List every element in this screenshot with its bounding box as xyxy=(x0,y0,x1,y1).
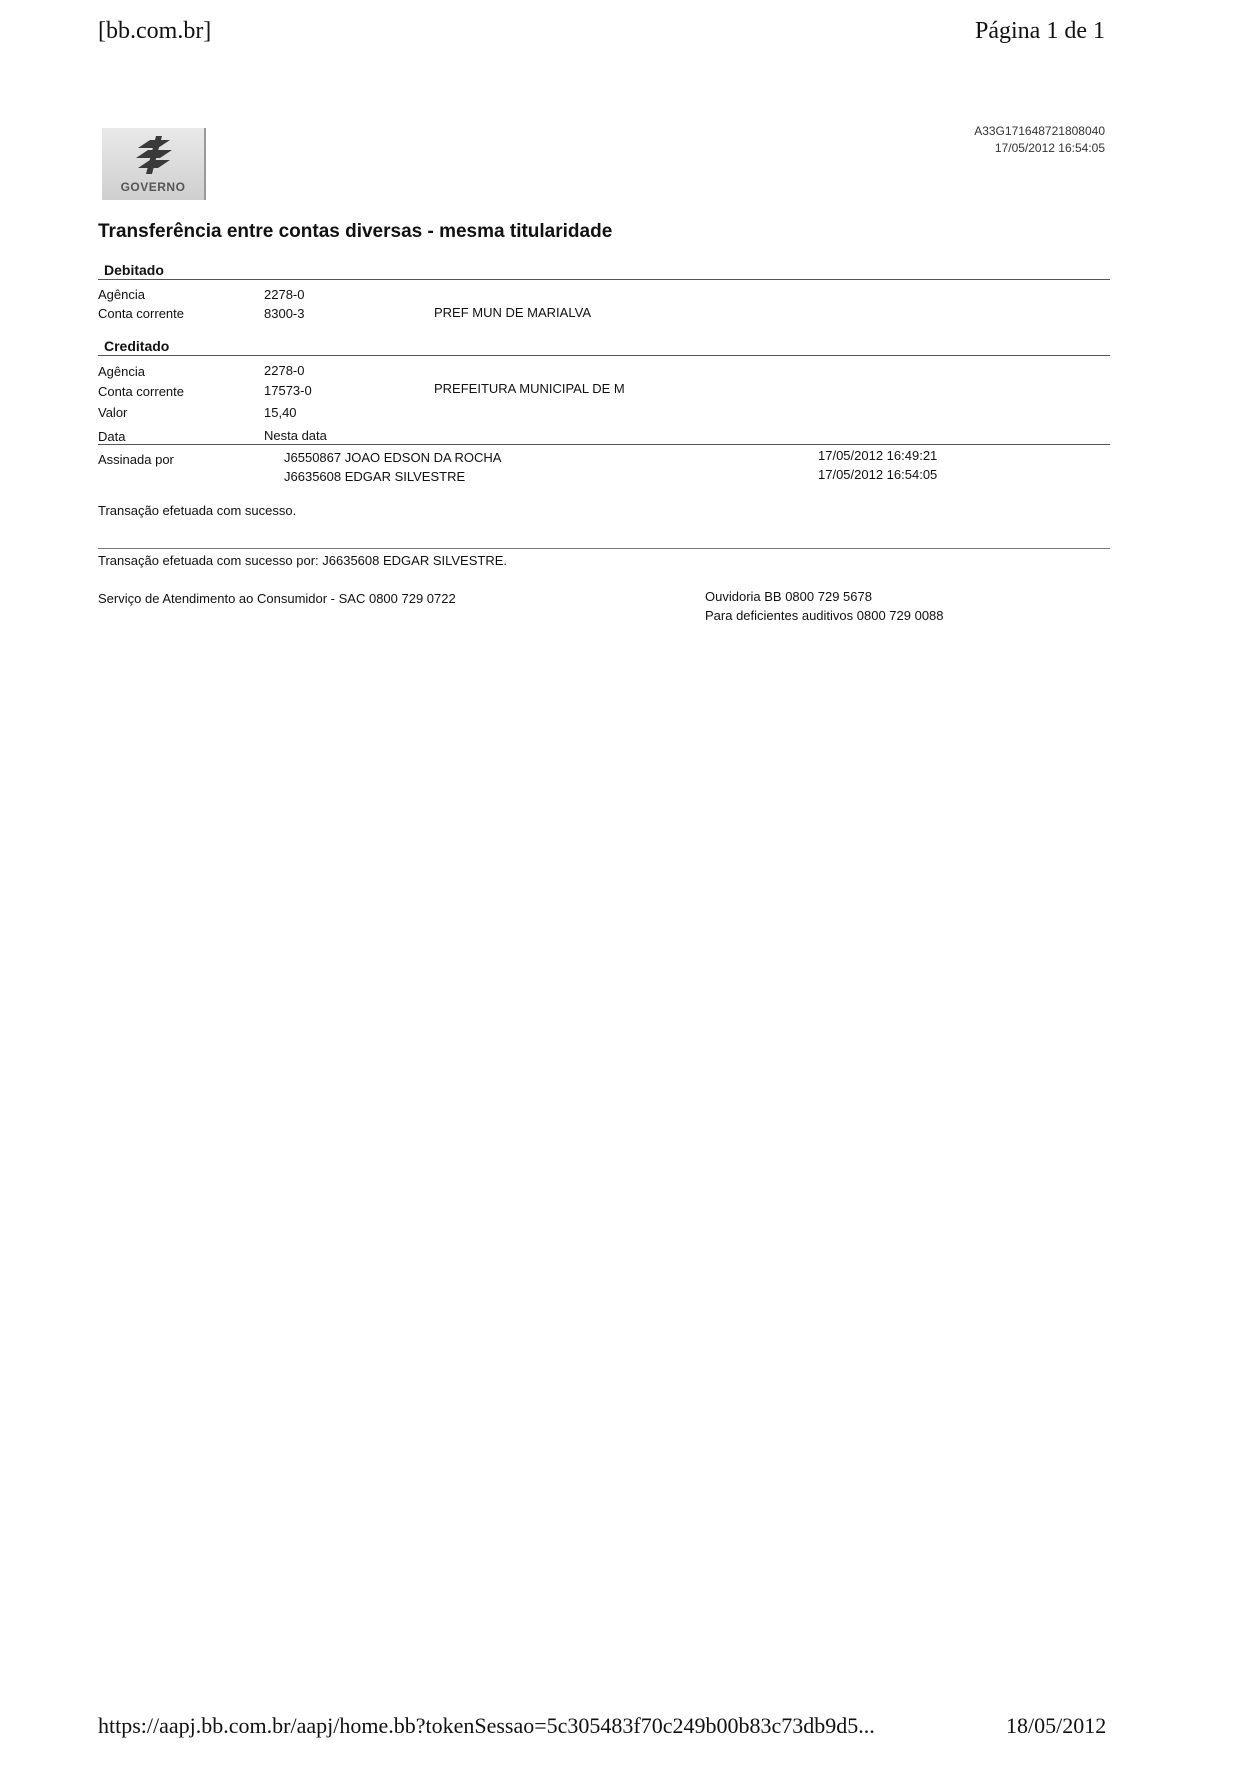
debitado-agencia-label: Agência xyxy=(98,287,145,302)
creditado-agencia-value: 2278-0 xyxy=(264,363,305,378)
signer-name: J6550867 JOAO EDSON DA ROCHA xyxy=(284,450,502,465)
divider xyxy=(98,355,1110,356)
logo-word: GOVERNO xyxy=(120,180,186,194)
debitado-conta-value: 8300-3 xyxy=(264,306,305,321)
deficientes-contact: Para deficientes auditivos 0800 729 0088 xyxy=(705,608,944,623)
debitado-conta-label: Conta corrente xyxy=(98,306,184,321)
signer-datetime: 17/05/2012 16:54:05 xyxy=(818,467,938,482)
divider xyxy=(98,444,1110,445)
signer-name: J6635608 EDGAR SILVESTRE xyxy=(284,469,466,484)
data-label: Data xyxy=(98,429,126,444)
status-by: Transação efetuada com sucesso por: J6635608 EDGAR SILVESTRE. xyxy=(98,553,507,568)
sac-contact: Serviço de Atendimento ao Consumidor - SAC 0800 729 0722 xyxy=(98,591,456,606)
creditado-conta-value: 17573-0 xyxy=(264,383,312,398)
print-footer-url: https://aapj.bb.com.br/aapj/home.bb?tokenSessao=5c305483f70c249b00b83c73db9d5... xyxy=(98,1713,875,1738)
divider xyxy=(98,548,1110,549)
ouvidoria-contact: Ouvidoria BB 0800 729 5678 xyxy=(705,589,872,604)
creditado-agencia-label: Agência xyxy=(98,364,145,379)
signer-datetime: 17/05/2012 16:49:21 xyxy=(818,448,938,463)
divider xyxy=(98,279,1110,280)
debitado-agencia-value: 2278-0 xyxy=(264,287,305,302)
bb-logo-icon xyxy=(130,134,178,176)
bb-governo-logo xyxy=(102,128,206,200)
debitado-titular: PREF MUN DE MARIALVA xyxy=(434,305,591,320)
creditado-conta-label: Conta corrente xyxy=(98,384,184,399)
section-creditado: Creditado xyxy=(104,338,170,354)
creditado-titular: PREFEITURA MUNICIPAL DE M xyxy=(434,381,625,396)
section-debitado: Debitado xyxy=(104,262,164,278)
page-title: Transferência entre contas diversas - mesma titularidade xyxy=(98,221,613,242)
assinada-por-label: Assinada por xyxy=(98,452,174,467)
print-footer-date: 18/05/2012 xyxy=(1006,1713,1107,1738)
receipt-code: A33G171648721808040 xyxy=(974,124,1105,138)
data-value: Nesta data xyxy=(264,428,327,443)
print-header-site: [bb.com.br] xyxy=(98,18,212,44)
valor-label: Valor xyxy=(98,405,128,420)
status-message: Transação efetuada com sucesso. xyxy=(98,503,297,518)
valor-value: 15,40 xyxy=(264,405,297,420)
receipt-datetime: 17/05/2012 16:54:05 xyxy=(994,141,1105,155)
print-header-page-info: Página 1 de 1 xyxy=(975,18,1105,44)
